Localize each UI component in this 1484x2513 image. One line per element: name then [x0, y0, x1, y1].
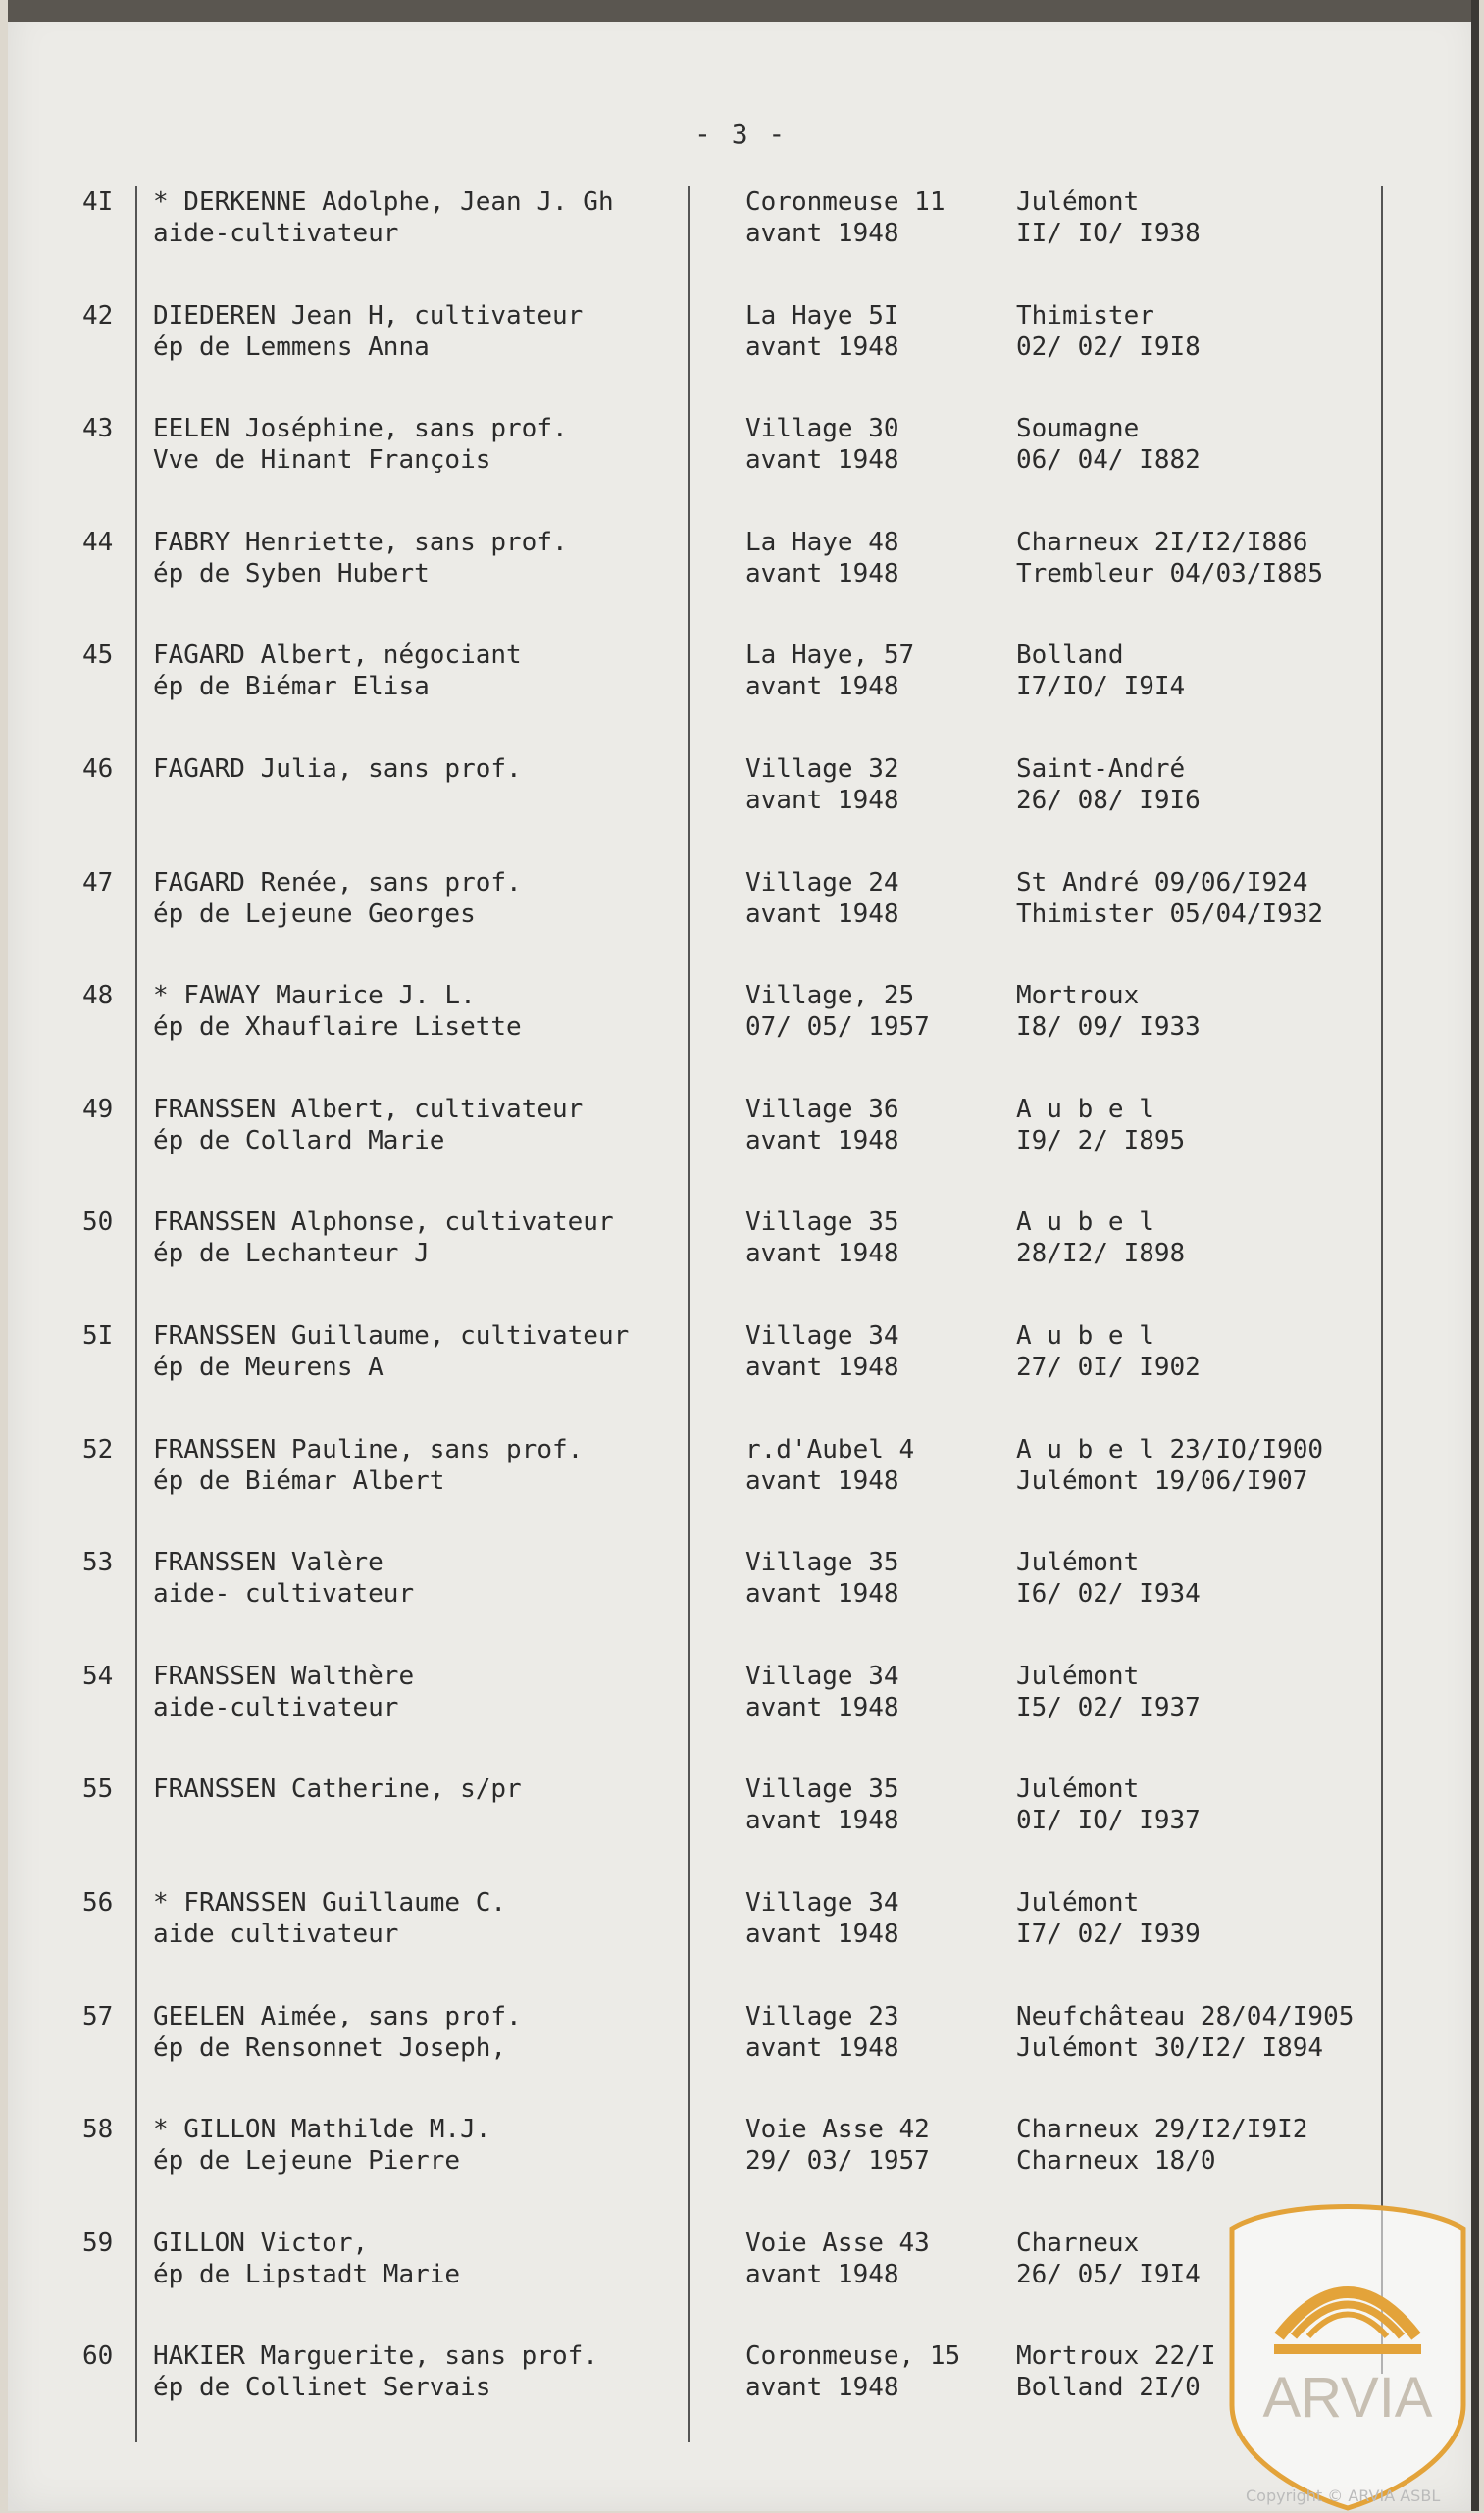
entry-number: 58: [82, 2115, 114, 2145]
entry-address: Village 34: [745, 1888, 899, 1918]
entry-birthplace: A u b e l 23/IO/I900: [1016, 1434, 1324, 1464]
entry-address: Village 32: [745, 754, 899, 784]
entry-birthplace: St André 09/06/I924: [1016, 867, 1308, 898]
entry-address: Village 36: [745, 1094, 899, 1124]
register-entry: [8, 2001, 1479, 2070]
entry-name: * DERKENNE Adolphe, Jean J. Gh: [153, 187, 614, 217]
entry-number: 5I: [82, 1321, 114, 1351]
entry-number: 45: [82, 641, 114, 671]
register-entry: [8, 2114, 1479, 2182]
entry-birthdate: Charneux 18/0: [1016, 2146, 1216, 2177]
entry-detail: ép de Rensonnet Joseph,: [153, 2032, 507, 2063]
entry-arrival: avant 1948: [745, 332, 899, 362]
register-entry: [8, 1547, 1479, 1616]
entry-birthdate: I9/ 2/ I895: [1016, 1125, 1186, 1155]
entry-number: 57: [82, 2001, 114, 2031]
copyright-text: Copyright © ARVIA ASBL: [1246, 2487, 1441, 2505]
entry-name: FRANSSEN Alphonse, cultivateur: [153, 1207, 614, 1238]
entry-birthdate: 26/ 05/ I9I4: [1016, 2259, 1201, 2289]
column-divider-left: [135, 186, 137, 2442]
entry-birthdate: Thimister 05/04/I932: [1016, 898, 1324, 929]
entry-birthdate: I5/ 02/ I937: [1016, 1692, 1201, 1722]
entry-detail: ép de Syben Hubert: [153, 558, 430, 589]
entry-address: Voie Asse 43: [745, 2228, 930, 2258]
entry-birthplace: Charneux: [1016, 2228, 1140, 2258]
register-entry: [8, 1094, 1479, 1162]
register-entry: [8, 413, 1479, 482]
entry-number: 60: [82, 2341, 114, 2372]
entry-birthplace: Soumagne: [1016, 414, 1140, 444]
entry-birthdate: I8/ 09/ I933: [1016, 1012, 1201, 1043]
entry-birthdate: Bolland 2I/0: [1016, 2373, 1201, 2403]
entry-detail: ép de Lemmens Anna: [153, 332, 430, 362]
entry-birthplace: Thimister: [1016, 300, 1154, 331]
entry-arrival: avant 1948: [745, 1692, 899, 1722]
entry-address: Coronmeuse 11: [745, 187, 946, 217]
entry-detail: ép de Lipstadt Marie: [153, 2259, 461, 2289]
entry-name: * GILLON Mathilde M.J.: [153, 2115, 491, 2145]
entry-address: Village 35: [745, 1207, 899, 1238]
entry-name: HAKIER Marguerite, sans prof.: [153, 2341, 598, 2372]
entry-number: 56: [82, 1888, 114, 1918]
entry-detail: ép de Lechanteur J: [153, 1239, 430, 1269]
entry-birthplace: A u b e l: [1016, 1094, 1154, 1124]
entry-birthplace: Julémont: [1016, 1548, 1140, 1578]
entry-name: FRANSSEN Valère: [153, 1548, 384, 1578]
entry-arrival: avant 1948: [745, 445, 899, 476]
entry-arrival: avant 1948: [745, 1579, 899, 1610]
entry-detail: ép de Collinet Servais: [153, 2373, 491, 2403]
entry-arrival: avant 1948: [745, 672, 899, 702]
entry-name: DIEDEREN Jean H, cultivateur: [153, 300, 584, 331]
scan-top-edge: [8, 0, 1479, 22]
entry-birthdate: Trembleur 04/03/I885: [1016, 558, 1324, 589]
register-entry: [8, 753, 1479, 822]
arvia-seal-logo: [1220, 2189, 1475, 2513]
entry-birthdate: Julémont 19/06/I907: [1016, 1465, 1308, 1496]
entry-name: FABRY Henriette, sans prof.: [153, 527, 568, 557]
entry-address: Voie Asse 42: [745, 2115, 930, 2145]
entry-arrival: avant 1948: [745, 1465, 899, 1496]
entry-arrival: avant 1948: [745, 2373, 899, 2403]
entry-birthdate: I6/ 02/ I934: [1016, 1579, 1201, 1610]
entry-address: Village 30: [745, 414, 899, 444]
register-entry: [8, 1773, 1479, 1842]
entry-arrival: avant 1948: [745, 558, 899, 589]
entry-birthplace: Charneux 2I/I2/I886: [1016, 527, 1308, 557]
entry-birthdate: 02/ 02/ I9I8: [1016, 332, 1201, 362]
entry-number: 55: [82, 1774, 114, 1805]
entry-birthdate: Julémont 30/I2/ I894: [1016, 2032, 1324, 2063]
entry-address: La Haye 5I: [745, 300, 899, 331]
entry-detail: ép de Collard Marie: [153, 1125, 445, 1155]
entry-address: Village 24: [745, 867, 899, 898]
entry-birthplace: Mortroux 22/I: [1016, 2341, 1216, 2372]
register-entry: [8, 1320, 1479, 1389]
page-number: - 3 -: [694, 118, 788, 150]
entry-detail: ép de Biémar Albert: [153, 1465, 445, 1496]
entry-name: FRANSSEN Guillaume, cultivateur: [153, 1321, 630, 1351]
entry-birthplace: A u b e l: [1016, 1207, 1154, 1238]
entry-address: La Haye, 57: [745, 641, 915, 671]
entry-arrival: 07/ 05/ 1957: [745, 1012, 930, 1043]
entry-number: 59: [82, 2228, 114, 2258]
entry-address: Coronmeuse, 15: [745, 2341, 961, 2372]
entry-birthplace: Neufchâteau 28/04/I905: [1016, 2001, 1355, 2031]
register-entry: [8, 1661, 1479, 1729]
register-entry: [8, 186, 1479, 255]
register-entry: [8, 300, 1479, 369]
entry-birthplace: Bolland: [1016, 641, 1124, 671]
entry-arrival: avant 1948: [745, 1920, 899, 1949]
entry-detail: ép de Lejeune Georges: [153, 898, 476, 929]
entry-number: 47: [82, 867, 114, 898]
entry-birthplace: Julémont: [1016, 1888, 1140, 1918]
register-entry: [8, 867, 1479, 936]
entry-address: La Haye 48: [745, 527, 899, 557]
entry-birthplace: A u b e l: [1016, 1321, 1154, 1351]
entry-birthplace: Mortroux: [1016, 981, 1140, 1011]
entry-number: 4I: [82, 187, 114, 217]
entry-arrival: avant 1948: [745, 1239, 899, 1269]
register-entry: [8, 527, 1479, 595]
register-entry: [8, 1434, 1479, 1503]
entry-address: Village, 25: [745, 981, 915, 1011]
entry-number: 52: [82, 1434, 114, 1464]
entry-arrival: avant 1948: [745, 1125, 899, 1155]
entry-name: GILLON Victor,: [153, 2228, 369, 2258]
entry-detail: ép de Lejeune Pierre: [153, 2146, 461, 2177]
register-entry: [8, 640, 1479, 708]
entry-detail: ép de Xhauflaire Lisette: [153, 1012, 522, 1043]
entry-name: FAGARD Renée, sans prof.: [153, 867, 522, 898]
entry-number: 43: [82, 414, 114, 444]
entry-address: r.d'Aubel 4: [745, 1434, 915, 1464]
entry-birthplace: Julémont: [1016, 1774, 1140, 1805]
entry-address: Village 35: [745, 1548, 899, 1578]
entry-number: 53: [82, 1548, 114, 1578]
entry-birthplace: Charneux 29/I2/I9I2: [1016, 2115, 1308, 2145]
entry-name: FRANSSEN Walthère: [153, 1661, 415, 1691]
document-page: [8, 0, 1479, 2511]
entry-birthdate: I7/ 02/ I939: [1016, 1920, 1201, 1949]
entry-name: FRANSSEN Albert, cultivateur: [153, 1094, 584, 1124]
entry-detail: aide-cultivateur: [153, 1692, 399, 1722]
entry-arrival: avant 1948: [745, 2259, 899, 2289]
column-divider-middle: [688, 186, 690, 2442]
register-entry: [8, 980, 1479, 1049]
entry-number: 44: [82, 527, 114, 557]
entry-birthdate: 27/ 0I/ I902: [1016, 1353, 1201, 1382]
entry-birthplace: Julémont: [1016, 187, 1140, 217]
entry-number: 48: [82, 981, 114, 1011]
entry-detail: ép de Biémar Elisa: [153, 672, 430, 702]
entry-arrival: avant 1948: [745, 898, 899, 929]
entry-birthdate: 0I/ IO/ I937: [1016, 1806, 1201, 1836]
entry-arrival: avant 1948: [745, 2032, 899, 2063]
entry-detail: aide cultivateur: [153, 1920, 399, 1949]
entry-number: 42: [82, 300, 114, 331]
entry-birthplace: Saint-André: [1016, 754, 1186, 784]
entry-address: Village 23: [745, 2001, 899, 2031]
entry-name: FRANSSEN Pauline, sans prof.: [153, 1434, 584, 1464]
entry-birthdate: 26/ 08/ I9I6: [1016, 786, 1201, 815]
entry-birthplace: Julémont: [1016, 1661, 1140, 1691]
entry-birthdate: I7/IO/ I9I4: [1016, 672, 1186, 702]
entry-arrival: avant 1948: [745, 1806, 899, 1836]
entry-name: FRANSSEN Catherine, s/pr: [153, 1774, 522, 1805]
entry-name: FAGARD Albert, négociant: [153, 641, 522, 671]
entry-birthdate: 06/ 04/ I882: [1016, 445, 1201, 476]
entry-birthdate: II/ IO/ I938: [1016, 219, 1201, 248]
entry-arrival: avant 1948: [745, 786, 899, 815]
entry-address: Village 34: [745, 1321, 899, 1351]
entry-name: EELEN Joséphine, sans prof.: [153, 414, 568, 444]
entry-arrival: avant 1948: [745, 219, 899, 248]
entry-birthdate: 28/I2/ I898: [1016, 1239, 1186, 1269]
entry-name: GEELEN Aimée, sans prof.: [153, 2001, 522, 2031]
register-entry: [8, 1206, 1479, 1275]
entry-name: FAGARD Julia, sans prof.: [153, 754, 522, 784]
seal-text: ARVIA: [1262, 2366, 1433, 2430]
entry-arrival: 29/ 03/ 1957: [745, 2146, 930, 2177]
entry-address: Village 35: [745, 1774, 899, 1805]
entry-number: 46: [82, 754, 114, 784]
register-entry: [8, 1887, 1479, 1956]
entry-name: * FRANSSEN Guillaume C.: [153, 1888, 507, 1918]
entry-number: 50: [82, 1207, 114, 1238]
entry-address: Village 34: [745, 1661, 899, 1691]
entry-detail: Vve de Hinant François: [153, 445, 491, 476]
entry-detail: aide-cultivateur: [153, 219, 399, 248]
entry-name: * FAWAY Maurice J. L.: [153, 981, 476, 1011]
entry-number: 54: [82, 1661, 114, 1691]
entry-number: 49: [82, 1094, 114, 1124]
entry-detail: aide- cultivateur: [153, 1579, 415, 1610]
entry-arrival: avant 1948: [745, 1353, 899, 1382]
entry-detail: ép de Meurens A: [153, 1353, 384, 1382]
